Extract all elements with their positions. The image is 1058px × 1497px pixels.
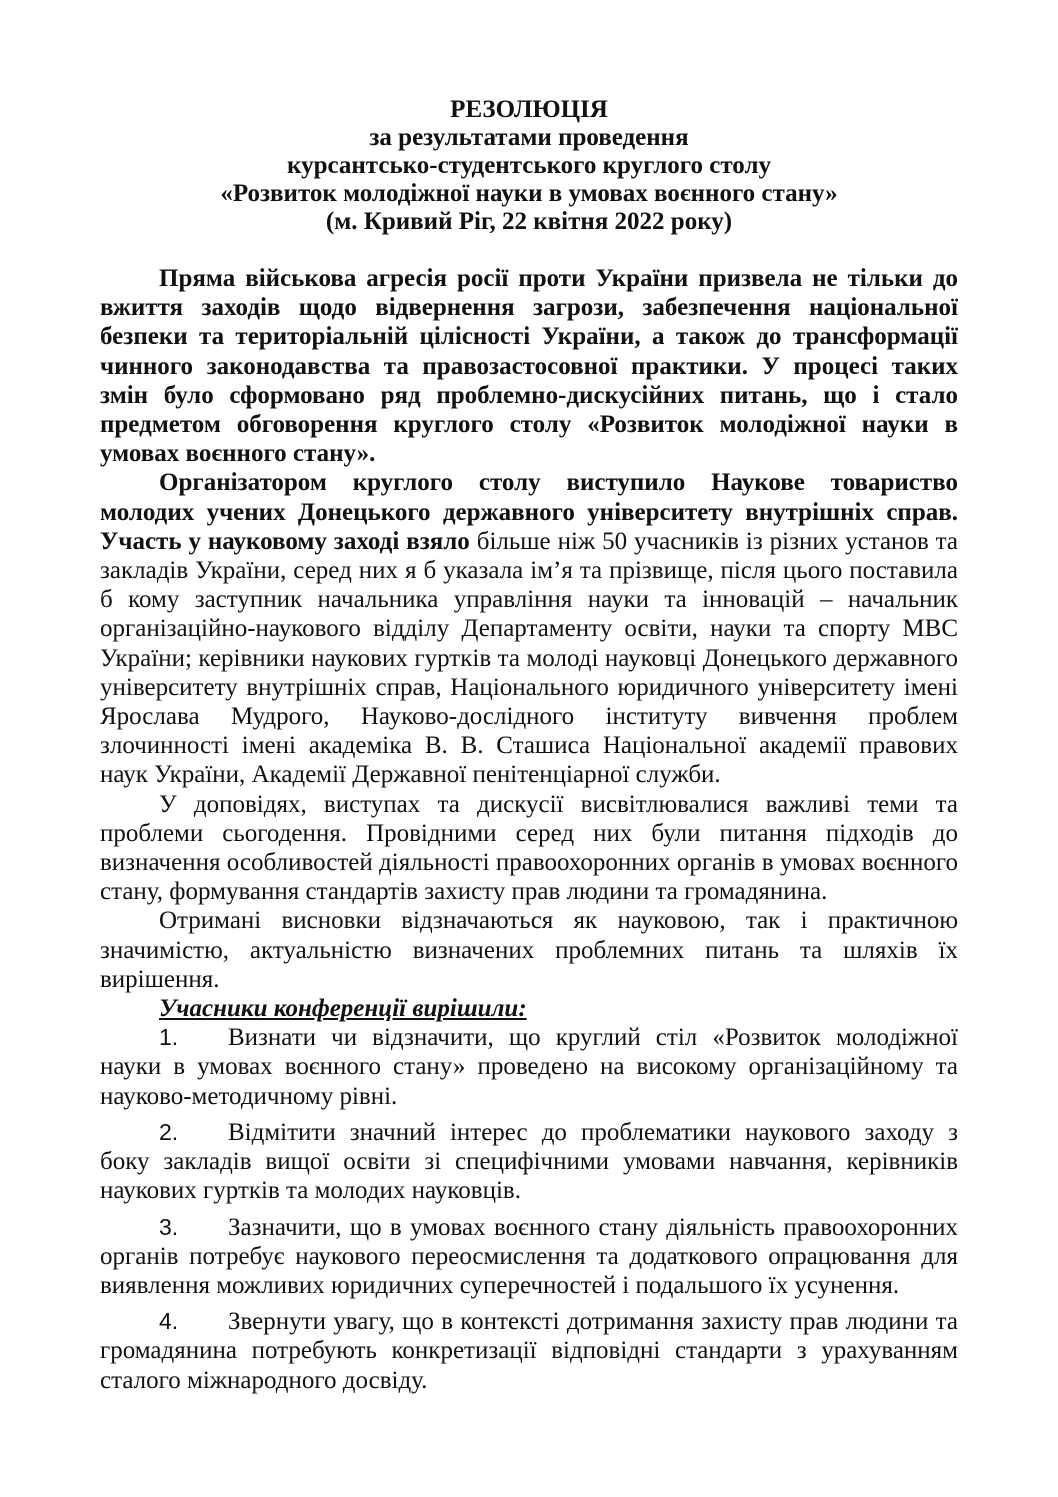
decision-text: Визнати чи відзначити, що круглий стіл «Розвиток молодіжної науки в умовах воєнного стану» проведено на високому організаційному та науково-методичному рівні. — [100, 1024, 958, 1110]
decision-item — [100, 1307, 958, 1395]
paragraph-organizer — [100, 468, 958, 789]
paragraph-organizer-regular: більше ніж 50 учасників із різних установ та закладів України, серед них я б указала ім’я та прізвище, після цього поставила б кому заступник начальника управління науки та інновацій – начальник організаційно-наукового відділу Департаменту освіти, науки та спорту МВС України; керівники наукових гуртків та молоді науковці Донецького державного університету внутрішніх справ, Національного юридичного університету імені Ярослава Мудрого, Науково-дослідного інституту вивчення проблем злочинності імені академіка В. В. Сташиса Національної академії правових наук України, Академії Державної пенітенціарної служби. — [100, 527, 958, 789]
decision-item — [100, 1118, 958, 1206]
paragraph-intro: Пряма військова агресія росії проти України призвела не тільки до вжиття заходів щодо відвернення загрози, забезпечення національної безпеки та територіальній цілісності України, а також до трансформації чинного законодавства та правозастосовної практики. У процесі таких змін було сформовано ряд проблемно-дискусійних питань, що і стало предметом обговорення круглого столу «Розвиток молодіжної науки в умовах воєнного стану». — [100, 265, 958, 468]
decision-number: 3. — [159, 1213, 179, 1240]
decision-text: Зазначити, що в умовах воєнного стану діяльність правоохоронних органів потребує наукового переосмислення та додаткового опрацювання для виявлення можливих юридичних суперечностей і подальшого їх усунення. — [100, 1213, 958, 1299]
document-page — [100, 96, 958, 1402]
decision-item — [100, 1213, 958, 1301]
decision-number: 2. — [159, 1118, 179, 1145]
title-line-5: (м. Кривий Ріг, 22 квітня 2022 року) — [325, 208, 733, 235]
paragraph-organizer-bold: Організатором круглого столу виступило Наукове товариство молодих учених Донецького державного університету внутрішніх справ. Участь у науковому заході взяло — [100, 469, 958, 555]
decision-text: Звернути увагу, що в контексті дотримання захисту прав людини та громадянина потребують конкретизації відповідні стандарти з урахуванням сталого міжнародного досвіду. — [100, 1308, 958, 1394]
decision-number: 1. — [159, 1024, 179, 1051]
decision-item — [100, 1023, 958, 1111]
document-title — [100, 96, 958, 236]
decision-text: Відмітити значний інтерес до проблематики наукового заходу з боку закладів вищої освіти зі специфічними умовами навчання, керівників наукових гуртків та молодих науковців. — [100, 1118, 958, 1205]
decision-number: 4. — [159, 1308, 179, 1335]
title-line-1: РЕЗОЛЮЦІЯ — [450, 96, 608, 123]
decisions-list — [100, 1023, 958, 1394]
title-line-2: за результатами проведення — [369, 124, 689, 151]
paragraph-topics: У доповідях, виступах та дискусії висвітлювалися важливі теми та проблеми сьогодення. Провідними серед них були питання підходів до визначення особливостей діяльності правоохоронних органів в умовах воєнного стану, формування стандартів захисту прав людини та громадянина. — [100, 790, 958, 906]
paragraph-conclusions: Отримані висновки відзначаються як науковою, так і практичною значимістю, актуальністю визначених проблемних питань та шляхів їх вирішення. — [100, 907, 958, 993]
decisions-heading: Учасники конференції вирішили: — [159, 995, 527, 1023]
title-line-4: «Розвиток молодіжної науки в умовах воєнного стану» — [220, 180, 838, 207]
title-line-3: курсантсько-студентського круглого столу — [287, 152, 771, 179]
